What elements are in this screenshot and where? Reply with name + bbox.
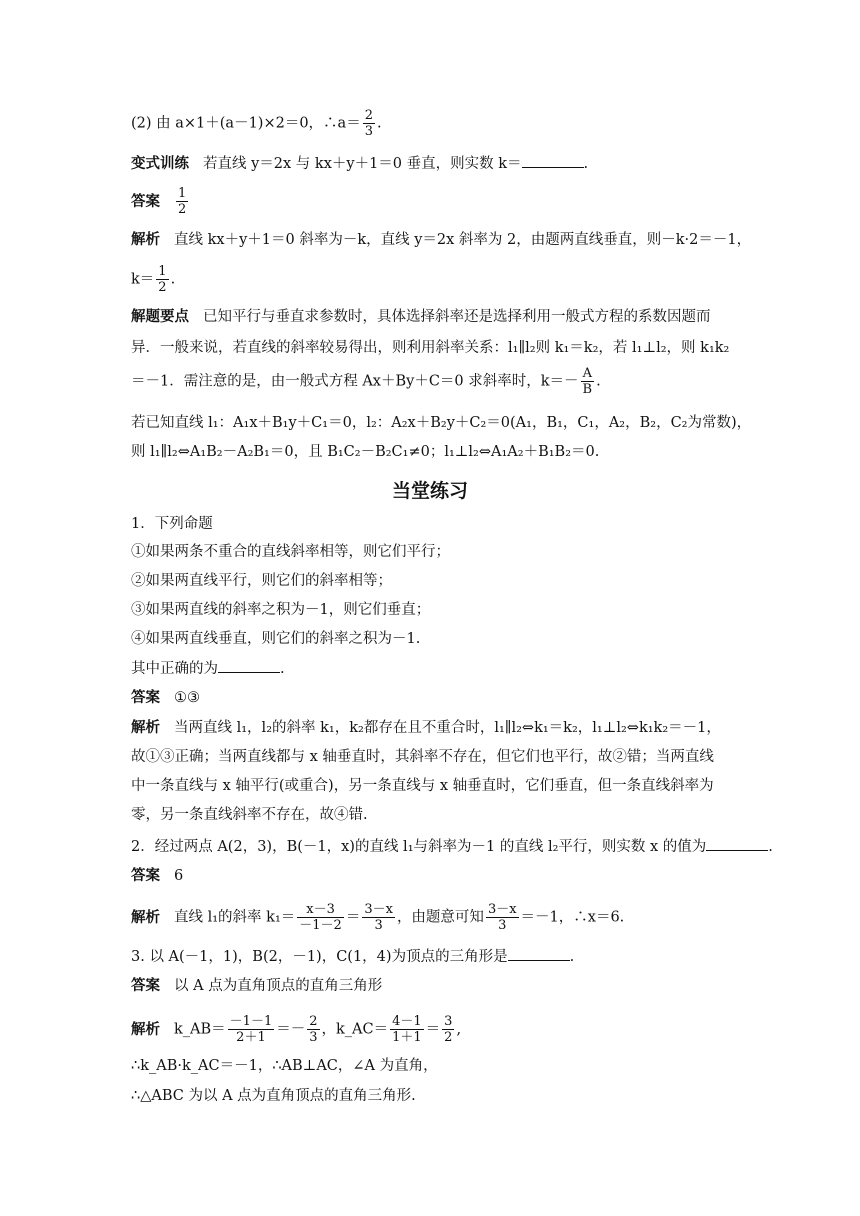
q1-item: ③如果两直线的斜率之积为－1，则它们垂直； bbox=[131, 602, 431, 618]
variant-exercise bbox=[131, 153, 588, 174]
frac-num: x－3 bbox=[297, 902, 344, 918]
q3-answer bbox=[131, 976, 382, 996]
q1-item: ④如果两直线垂直，则它们的斜率之积为－1. bbox=[131, 631, 421, 647]
frac-num: 1 bbox=[158, 264, 167, 279]
frac-num: 3－x bbox=[364, 902, 393, 917]
analysis-text: 当两直线 l₁，l₂的斜率 k₁，k₂都存在且不重合时，l₁∥l₂⇔k₁＝k₂，l₁⊥l₂⇔k₁k₂＝－1， bbox=[174, 720, 721, 736]
q1-analysis-line: 零，另一条直线斜率不存在，故④错. bbox=[131, 807, 368, 823]
q1-stem: 1．下列命题 bbox=[131, 516, 213, 532]
fraction bbox=[390, 1014, 424, 1045]
text-segment: ＝－1．需注意的是，由一般式方程 Ax＋By＋C＝0 求斜率时，k＝－ bbox=[131, 373, 579, 390]
fraction bbox=[581, 366, 595, 397]
frac-num: 4－1 bbox=[392, 1014, 422, 1029]
text-segment: ＝ bbox=[345, 909, 361, 926]
key-points-line-5: 则 l₁∥l₂⇔A₁B₂－A₂B₁＝0，且 B₁C₂－B₂C₁≠0；l₁⊥l₂⇔A₁A₂＋B₁B₂＝0. bbox=[131, 444, 600, 460]
answer-text: 以 A 点为直角顶点的直角三角形 bbox=[174, 978, 383, 994]
analysis-label: 解析 bbox=[131, 1021, 160, 1038]
frac-num: 3－x bbox=[487, 902, 517, 917]
section-title: 当堂练习 bbox=[391, 480, 468, 502]
variant-label: 变式训练 bbox=[131, 156, 189, 172]
key-points-text: 已知平行与垂直求参数时，具体选择斜率还是选择利用一般式方程的系数因题而 bbox=[203, 309, 711, 325]
q2-answer bbox=[131, 866, 183, 886]
frac-num: 1 bbox=[178, 186, 187, 201]
frac-den: 3 bbox=[498, 918, 507, 933]
analysis-label: 解析 bbox=[131, 909, 160, 926]
q3-analysis-line: ∴k_AB·k_AC＝－1，∴AB⊥AC，∠A 为直角， bbox=[131, 1058, 438, 1074]
analysis-row-2 bbox=[131, 264, 175, 295]
key-points-line-4: 若已知直线 l₁：A₁x＋B₁y＋C₁＝0，l₂：A₂x＋B₂y＋C₂＝0(A₁，B₁，C₁，A₂，B₂，C₂为常数)， bbox=[131, 415, 752, 431]
q1-item: ②如果两直线平行，则它们的斜率相等； bbox=[131, 573, 392, 589]
answer-row bbox=[131, 186, 190, 217]
text-segment: . bbox=[170, 271, 176, 288]
fraction bbox=[363, 108, 375, 139]
frac-den: 2＋1 bbox=[236, 1030, 266, 1045]
fraction bbox=[176, 186, 188, 217]
fraction bbox=[228, 1014, 275, 1045]
frac-den: B bbox=[582, 382, 593, 397]
fraction bbox=[442, 1014, 454, 1045]
answer-label: 答案 bbox=[131, 868, 160, 884]
answer-blank bbox=[706, 836, 768, 851]
q2-analysis bbox=[131, 902, 624, 933]
q2-stem bbox=[131, 836, 773, 857]
text-segment: 直线 l₁的斜率 k₁＝ bbox=[174, 909, 296, 926]
frac-den: 2 bbox=[158, 280, 167, 295]
answer-text: 6 bbox=[174, 868, 184, 884]
answer-label: 答案 bbox=[131, 690, 160, 706]
fraction bbox=[486, 902, 519, 933]
fraction bbox=[297, 902, 344, 933]
key-points-line-2: 异．一般来说，若直线的斜率较易得出，则利用斜率关系：l₁∥l₂则 k₁＝k₂，若 l₁⊥l₂，则 k₁k₂ bbox=[131, 340, 730, 356]
text-segment: . bbox=[569, 949, 575, 965]
text-segment: ＝－ bbox=[276, 1021, 306, 1038]
frac-den: 3 bbox=[309, 1030, 318, 1045]
answer-text: ①③ bbox=[174, 690, 200, 706]
text-segment: 3. 以 A(－1，1)，B(2，－1)，C(1，4)为顶点的三角形是 bbox=[131, 949, 508, 965]
text-segment: ，k_AC＝ bbox=[321, 1021, 389, 1038]
q3-analysis-line: ∴△ABC 为以 A 点为直角顶点的直角三角形. bbox=[131, 1088, 416, 1104]
q3-stem bbox=[131, 946, 574, 967]
frac-num: 2 bbox=[309, 1014, 318, 1029]
fraction bbox=[362, 902, 395, 933]
q1-analysis-line: 故①③正确；当两直线都与 x 轴垂直时，其斜率不存在，但它们也平行，故②错；当两直线 bbox=[131, 749, 714, 765]
frac-num: A bbox=[581, 366, 595, 382]
answer-label: 答案 bbox=[131, 978, 160, 994]
analysis-label: 解析 bbox=[131, 720, 160, 736]
analysis-text: 直线 kx＋y＋1＝0 斜率为－k，直线 y＝2x 斜率为 2，由题两直线垂直，则－k·2＝－1， bbox=[174, 232, 752, 248]
frac-den: 1＋1 bbox=[392, 1030, 422, 1045]
frac-den: 2 bbox=[444, 1030, 453, 1045]
variant-text: 若直线 y＝2x 与 kx＋y＋1＝0 垂直，则实数 k＝ bbox=[203, 156, 522, 172]
fraction bbox=[156, 264, 168, 295]
text-segment: k_AB＝ bbox=[174, 1021, 226, 1038]
text-segment: . bbox=[768, 839, 773, 855]
q1-answer bbox=[131, 688, 200, 708]
q1-ask bbox=[131, 658, 285, 679]
text-segment: . bbox=[596, 373, 601, 390]
text-segment: 其中正确的为 bbox=[131, 661, 218, 677]
text-segment: ，由题意可知 bbox=[396, 909, 484, 926]
text-segment: k＝ bbox=[131, 271, 155, 288]
text-segment: . bbox=[583, 156, 589, 172]
text-segment: ＝ bbox=[425, 1021, 441, 1038]
q1-analysis bbox=[131, 718, 721, 738]
key-points-row bbox=[131, 307, 711, 327]
answer-label: 答案 bbox=[131, 193, 160, 210]
frac-den: －1－2 bbox=[299, 918, 342, 933]
q1-analysis-line: 中一条直线与 x 轴平行(或重合)，另一条直线与 x 轴垂直时，它们垂直，但一条直线斜率为 bbox=[131, 778, 714, 794]
text-segment: ＝－1，∴x＝6. bbox=[520, 909, 625, 926]
frac-den: 3 bbox=[374, 918, 383, 933]
answer-blank bbox=[218, 658, 280, 673]
q1-item: ①如果两条不重合的直线斜率相等，则它们平行； bbox=[131, 544, 450, 560]
key-points-label: 解题要点 bbox=[131, 309, 189, 325]
key-points-line-3 bbox=[131, 366, 601, 397]
text-segment: . bbox=[377, 115, 382, 132]
analysis-row bbox=[131, 230, 751, 250]
frac-num: －1－1 bbox=[229, 1014, 273, 1029]
text-segment: (2) 由 a×1＋(a－1)×2＝0，∴a＝ bbox=[131, 115, 361, 132]
fraction bbox=[307, 1014, 319, 1045]
solution-line-2 bbox=[131, 108, 382, 139]
text-segment: . bbox=[280, 661, 285, 677]
analysis-label: 解析 bbox=[131, 232, 160, 248]
answer-blank bbox=[508, 946, 570, 961]
frac-num: 2 bbox=[364, 108, 373, 123]
answer-blank bbox=[522, 153, 584, 168]
q3-analysis bbox=[131, 1014, 461, 1045]
text-segment: , bbox=[456, 1021, 462, 1038]
frac-den: 3 bbox=[364, 124, 373, 139]
text-segment: 2．经过两点 A(2，3)，B(－1，x)的直线 l₁与斜率为－1 的直线 l₂平行，则实数 x 的值为 bbox=[131, 839, 707, 855]
frac-num: 3 bbox=[444, 1014, 453, 1029]
frac-den: 2 bbox=[178, 202, 187, 217]
